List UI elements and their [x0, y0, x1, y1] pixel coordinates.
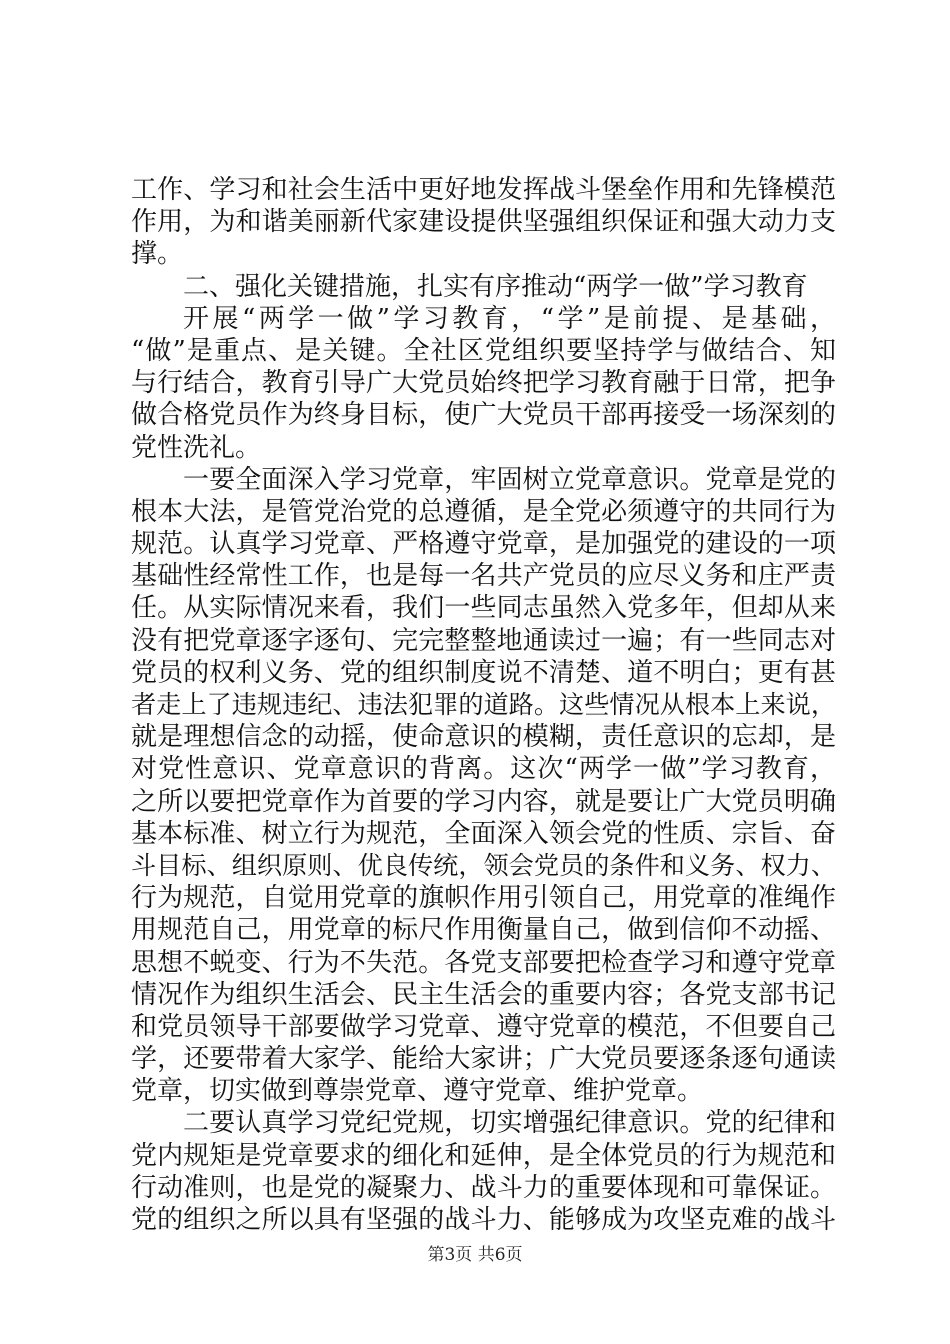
text-line: 二要认真学习党纪党规，切实增强纪律意识。党的纪律和	[183, 1108, 836, 1139]
text-line: “做”是重点、是关键。全社区党组织要坚持学与做结合、知	[131, 335, 836, 366]
text-line: 一要全面深入学习党章，牢固树立党章意识。党章是党的	[183, 464, 836, 495]
text-line: 对党性意识、党章意识的背离。这次“两学一做”学习教育，	[131, 754, 836, 785]
text-line: 学，还要带着大家学、能给大家讲；广大党员要逐条逐句通读	[131, 1044, 836, 1075]
text-line: 工作、学习和社会生活中更好地发挥战斗堡垒作用和先锋模范	[131, 175, 836, 205]
text-line: 任。从实际情况来看，我们一些同志虽然入党多年，但却从来	[131, 593, 836, 624]
text-line: 没有把党章逐字逐句、完完整整地通读过一遍；有一些同志对	[131, 625, 836, 656]
text-line: 党员的权利义务、党的组织制度说不清楚、道不明白；更有甚	[131, 657, 836, 688]
text-line: 斗目标、组织原则、优良传统，领会党员的条件和义务、权力、	[131, 850, 836, 880]
text-line: 党章，切实做到尊崇党章、遵守党章、维护党章。	[131, 1076, 704, 1107]
text-line: 二、强化关键措施，扎实有序推动“两学一做”学习教育	[183, 271, 808, 302]
text-line: 行动准则，也是党的凝聚力、战斗力的重要体现和可靠保证。	[131, 1172, 836, 1203]
text-line: 就是理想信念的动摇，使命意识的模糊，责任意识的忘却，是	[131, 722, 836, 753]
text-line: 党的组织之所以具有坚强的战斗力、能够成为攻坚克难的战斗	[131, 1205, 836, 1235]
text-line: 开展“两学一做”学习教育，“学”是前提、是基础，	[183, 303, 836, 334]
text-line: 党性洗礼。	[131, 432, 262, 463]
page-footer: 第3页 共6页	[427, 1245, 523, 1265]
text-line: 者走上了违规违纪、违法犯罪的道路。这些情况从根本上来说，	[131, 690, 836, 719]
text-line: 思想不蜕变、行为不失范。各党支部要把检查学习和遵守党章	[131, 947, 836, 978]
text-line: 情况作为组织生活会、民主生活会的重要内容；各党支部书记	[131, 979, 836, 1010]
text-line: 撑。	[131, 239, 184, 270]
text-line: 基本标准、树立行为规范，全面深入领会党的性质、宗旨、奋	[131, 818, 836, 849]
text-line: 根本大法，是管党治党的总遵循，是全党必须遵守的共同行为	[131, 496, 836, 527]
text-line: 之所以要把党章作为首要的学习内容，就是要让广大党员明确	[131, 786, 836, 817]
text-line: 基础性经常性工作，也是每一名共产党员的应尽义务和庄严责	[131, 561, 836, 592]
text-line: 作用，为和谐美丽新代家建设提供坚强组织保证和强大动力支	[131, 207, 836, 238]
text-line: 用规范自己，用党章的标尺作用衡量自己，做到信仰不动摇、	[131, 915, 836, 946]
text-line: 行为规范，自觉用党章的旗帜作用引领自己，用党章的准绳作	[131, 883, 836, 914]
body-text	[131, 174, 836, 1236]
text-line: 规范。认真学习党章、严格遵守党章，是加强党的建设的一项	[131, 529, 836, 560]
text-line: 党内规矩是党章要求的细化和延伸，是全体党员的行为规范和	[131, 1140, 836, 1171]
text-line: 与行结合，教育引导广大党员始终把学习教育融于日常，把争	[131, 368, 836, 399]
text-line: 和党员领导干部要做学习党章、遵守党章的模范，不但要自己	[131, 1011, 836, 1042]
text-line: 做合格党员作为终身目标，使广大党员干部再接受一场深刻的	[131, 400, 836, 431]
